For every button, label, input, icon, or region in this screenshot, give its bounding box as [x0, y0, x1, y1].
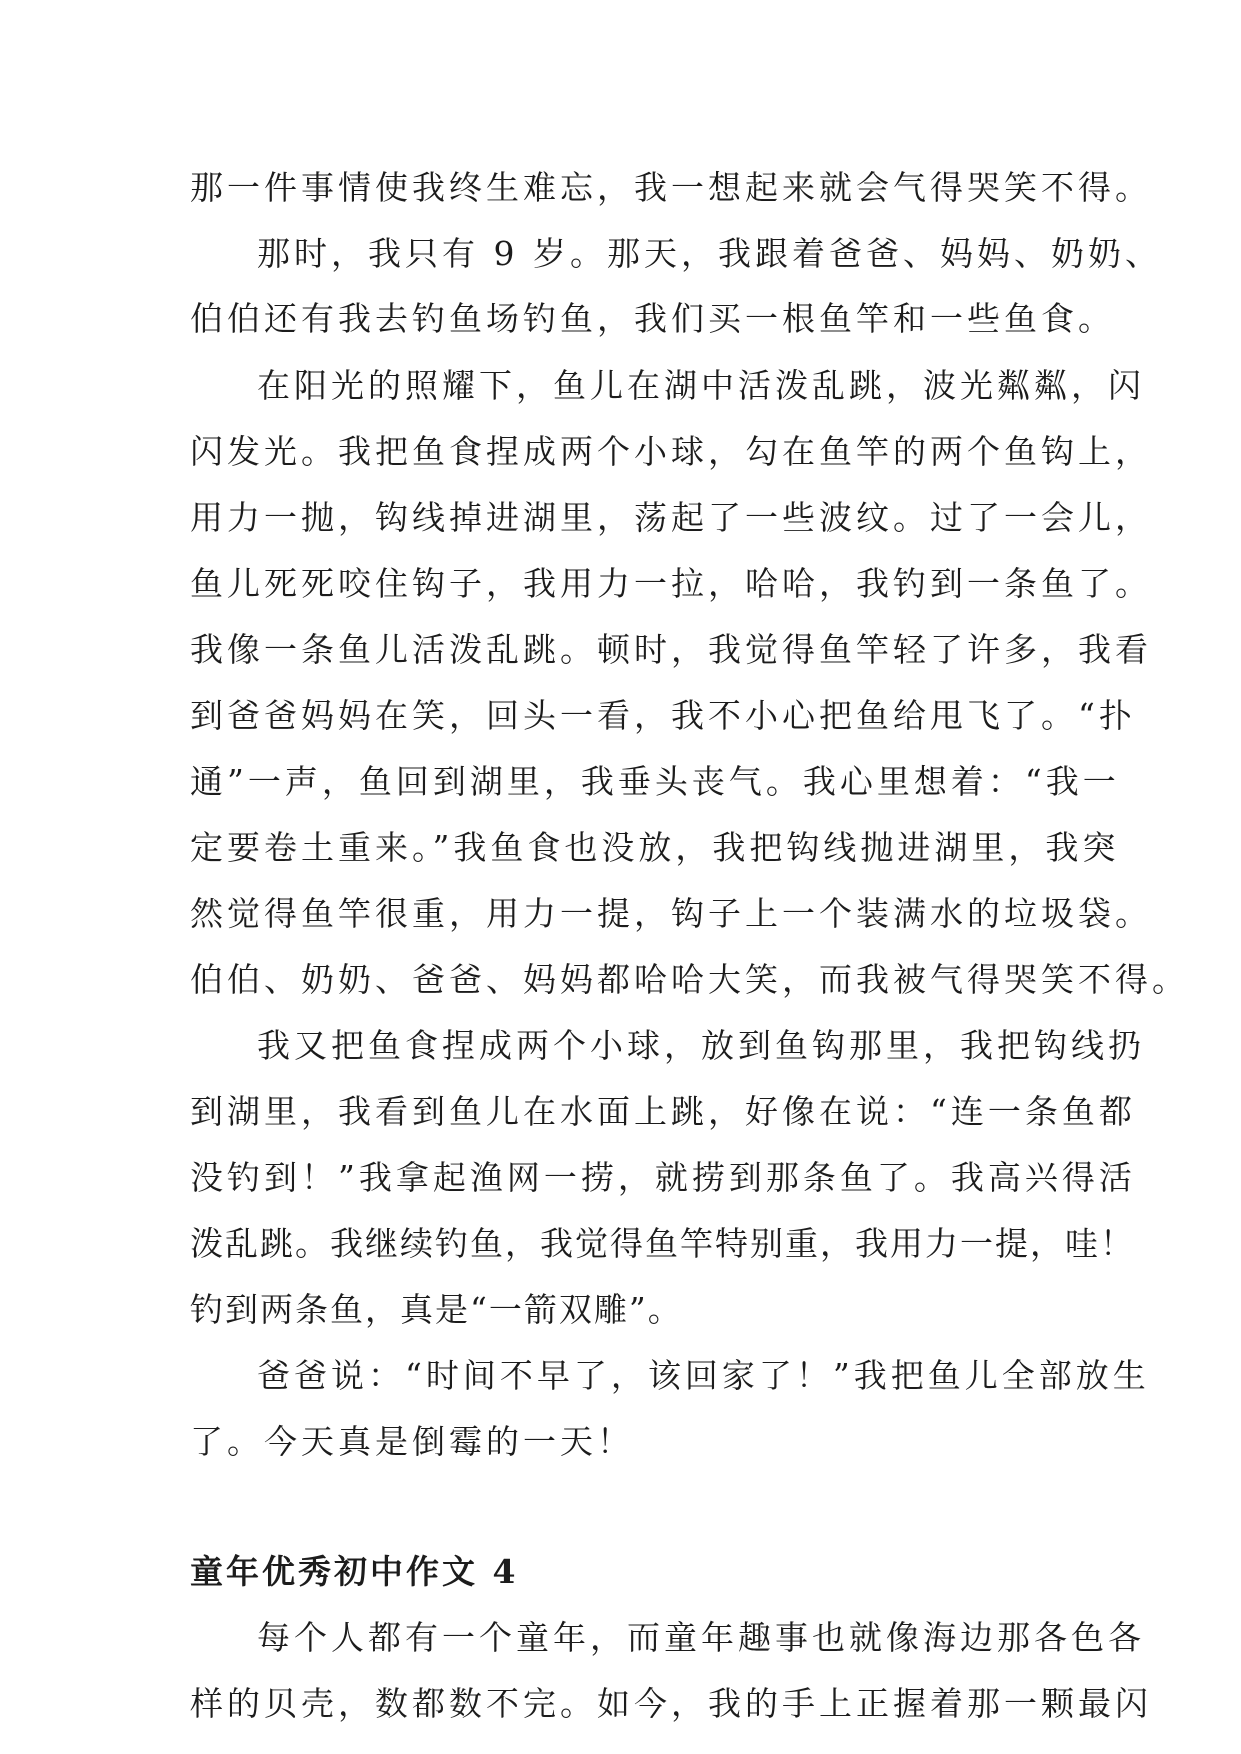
paragraph-start-line	[0, 1348, 1241, 1404]
text-line	[0, 1414, 1241, 1470]
text-line-content: 我又把鱼食捏成两个小球，放到鱼钩那里，我把钩线扔	[257, 1026, 1145, 1065]
text-line	[0, 886, 1241, 942]
text-line-content: 了。今天真是倒霉的一天！	[190, 1422, 634, 1461]
text-line	[0, 1282, 1241, 1338]
text-line-content: 那时，我只有 9 岁。那天，我跟着爸爸、妈妈、奶奶、	[257, 234, 1162, 273]
text-line-content: 伯伯还有我去钓鱼场钓鱼，我们买一根鱼竿和一些鱼食。	[190, 299, 1115, 338]
text-line	[0, 622, 1241, 678]
text-line	[0, 1676, 1241, 1732]
paragraph-start-line	[0, 1610, 1241, 1666]
text-line-content: 用力一抛，钩线掉进湖里，荡起了一些波纹。过了一会儿，	[190, 498, 1152, 537]
text-line-content: 钓到两条鱼，真是“一箭双雕”。	[190, 1290, 683, 1329]
text-line	[0, 1216, 1241, 1272]
text-line	[0, 490, 1241, 546]
text-line-content: 到爸爸妈妈在笑，回头一看，我不小心把鱼给甩飞了。“扑	[190, 696, 1136, 735]
text-line	[0, 1150, 1241, 1206]
text-line-content: 爸爸说：“时间不早了，该回家了！”我把鱼儿全部放生	[257, 1356, 1150, 1395]
text-line	[0, 160, 1241, 216]
text-line-content: 每个人都有一个童年，而童年趣事也就像海边那各色各	[257, 1618, 1145, 1657]
text-line-content: 我像一条鱼儿活泼乱跳。顿时，我觉得鱼竿轻了许多，我看	[190, 630, 1152, 669]
section-title	[0, 1544, 1241, 1600]
text-line-content: 没钓到！”我拿起渔网一捞，就捞到那条鱼了。我高兴得活	[190, 1158, 1136, 1197]
text-line-content: 泼乱跳。我继续钓鱼，我觉得鱼竿特别重，我用力一提，哇！	[190, 1224, 1135, 1263]
text-line	[0, 1084, 1241, 1140]
paragraph-start-line	[0, 1018, 1241, 1074]
text-line-content: 然觉得鱼竿很重，用力一提，钩子上一个装满水的垃圾袋。	[190, 894, 1152, 933]
text-line	[0, 424, 1241, 480]
text-line	[0, 820, 1241, 876]
paragraph-start-line	[0, 226, 1241, 282]
section-title-text: 童年优秀初中作文 4	[190, 1552, 519, 1591]
text-line	[0, 688, 1241, 744]
text-line-content: 在阳光的照耀下，鱼儿在湖中活泼乱跳，波光粼粼，闪	[257, 366, 1145, 405]
paragraph-start-line	[0, 358, 1241, 414]
text-line	[0, 754, 1241, 810]
text-line	[0, 952, 1241, 1008]
text-line	[0, 556, 1241, 612]
text-line-content: 到湖里，我看到鱼儿在水面上跳，好像在说：“连一条鱼都	[190, 1092, 1136, 1131]
text-line-content: 通”一声，鱼回到湖里，我垂头丧气。我心里想着：“我一	[190, 762, 1120, 801]
text-line-content: 闪发光。我把鱼食捏成两个小球，勾在鱼竿的两个鱼钩上，	[190, 432, 1152, 471]
text-line-content: 伯伯、奶奶、爸爸、妈妈都哈哈大笑，而我被气得哭笑不得。	[190, 960, 1189, 999]
text-line-content: 那一件事情使我终生难忘，我一想起来就会气得哭笑不得。	[190, 168, 1152, 207]
text-line-content: 样的贝壳，数都数不完。如今，我的手上正握着那一颗最闪	[190, 1684, 1152, 1723]
text-line	[0, 291, 1241, 347]
text-line-content: 鱼儿死死咬住钩子，我用力一拉，哈哈，我钓到一条鱼了。	[190, 564, 1152, 603]
text-line-content: 定要卷土重来。”我鱼食也没放，我把钩线抛进湖里，我突	[190, 828, 1120, 867]
